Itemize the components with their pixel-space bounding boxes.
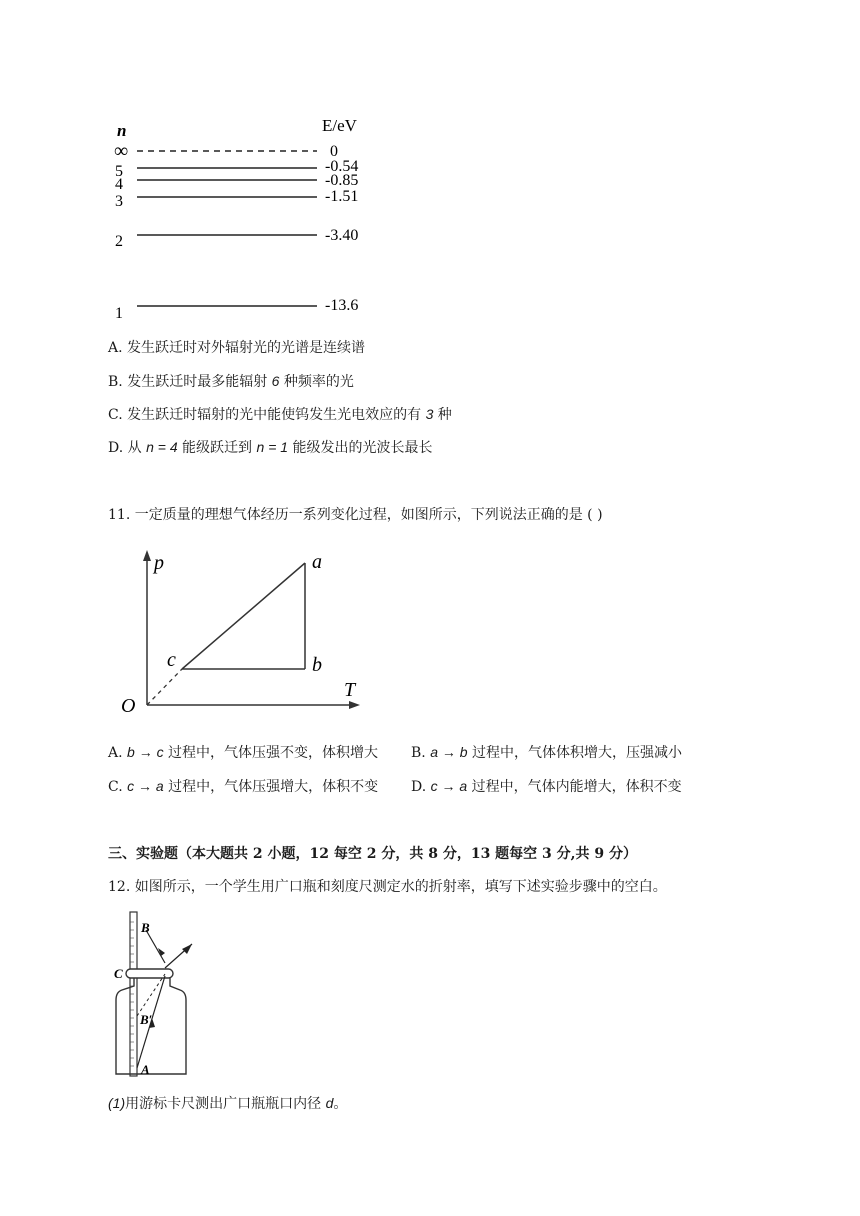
label-a: A — [141, 1062, 150, 1077]
q11-option-a-process: b → c — [127, 744, 164, 760]
level-n-3: 3 — [115, 193, 123, 210]
p-axis-arrow — [143, 550, 151, 561]
dashed-extension — [147, 669, 182, 705]
energy-level-diagram — [105, 112, 385, 324]
q10-option-b — [108, 372, 354, 391]
q12-stem: 12. 如图所示，一个学生用广口瓶和刻度尺测定水的折射率，填写下述实验步骤中的空白。 — [108, 879, 667, 895]
line-c-a — [182, 563, 305, 669]
q10-option-d-n4: n = 4 — [146, 439, 178, 455]
dashed-image-line — [137, 974, 165, 1016]
q12-step-1-variable: d — [325, 1095, 334, 1111]
bottle-mouth — [126, 969, 173, 978]
level-n-5: 5 — [115, 163, 123, 180]
ruler-ticks — [130, 922, 134, 1066]
level-n-1: 1 — [115, 305, 123, 322]
q11-option-d-letter: D. — [411, 779, 431, 795]
q11-pt-graph — [112, 545, 367, 720]
q11-option-c — [108, 777, 378, 796]
section-3-heading: 三、实验题（本大题共 2 小题，12 每空 2 分，共 8 分，13 题每空 3 分,共 9 分） — [108, 846, 638, 862]
p-axis-label: p — [154, 552, 164, 574]
t-axis-label: T — [344, 679, 356, 701]
q11-option-a-text: 过程中，气体压强不变，体积增大 — [163, 745, 379, 761]
q10-option-b-text: B. 发生跃迁时最多能辐射 — [108, 374, 272, 390]
level-e-infinity: 0 — [330, 143, 338, 160]
q10-option-c-number: 3 — [425, 406, 434, 422]
q11-option-d — [411, 777, 682, 796]
n-axis-label: n — [117, 121, 127, 140]
q10-option-a — [108, 339, 365, 357]
ray-out-arrow — [182, 944, 192, 954]
q10-option-b-suffix: 种频率的光 — [279, 374, 354, 390]
q12-step-1-text: 用游标卡尺测出广口瓶瓶口内径 — [125, 1096, 326, 1112]
q10-option-c — [108, 405, 452, 424]
energy-axis-label: E/eV — [322, 116, 357, 135]
q12-step-1-end: 。 — [333, 1096, 348, 1112]
point-c-label: c — [167, 649, 176, 671]
q12-step-1-number: (1) — [108, 1095, 126, 1111]
q10-option-a-text: A. 发生跃迁时对外辐射光的光谱是连续谱 — [108, 340, 366, 356]
q11-option-d-text: 过程中，气体内能增大，体积不变 — [467, 779, 682, 795]
q10-option-c-suffix: 种 — [433, 407, 452, 423]
point-a-label: a — [312, 551, 322, 573]
q11-option-c-text: 过程中，气体压强增大，体积不变 — [163, 779, 379, 795]
q11-option-a-letter: A. — [108, 745, 128, 761]
q11-option-b — [411, 743, 682, 762]
q11-stem: 11. 一定质量的理想气体经历一系列变化过程，如图所示，下列说法正确的是 ( ) — [108, 507, 603, 523]
level-e-3: -1.51 — [325, 188, 359, 205]
level-n-4: 4 — [115, 176, 123, 193]
q11-option-d-process: c → a — [430, 778, 468, 794]
level-n-infinity: ∞ — [114, 140, 129, 162]
q11-option-b-text: 过程中，气体体积增大，压强减小 — [467, 745, 683, 761]
q11-option-b-letter: B. — [411, 745, 431, 761]
label-b: B — [141, 920, 150, 935]
q10-option-d-suffix: 能级发出的光波长最长 — [288, 440, 433, 456]
q11-option-c-process: c → a — [127, 778, 164, 794]
level-e-4: -0.85 — [325, 172, 359, 189]
level-n-2: 2 — [115, 233, 123, 250]
label-c: C — [114, 966, 123, 981]
q11-option-a — [108, 743, 378, 762]
q10-option-d-mid: 能级跃迁到 — [177, 440, 257, 456]
q10-option-b-number: 6 — [271, 373, 280, 389]
origin-label: O — [121, 695, 136, 717]
q11-option-c-letter: C. — [108, 779, 128, 795]
q12-bottle-figure — [108, 908, 208, 1080]
q10-option-d-text: D. 从 — [108, 440, 147, 456]
q10-option-d — [108, 438, 433, 457]
q11-option-b-process: a → b — [430, 744, 468, 760]
label-b-prime: B′ — [140, 1012, 153, 1027]
t-axis-arrow — [349, 701, 360, 709]
level-e-2: -3.40 — [325, 227, 359, 244]
level-e-1: -13.6 — [325, 297, 359, 314]
point-b-label: b — [312, 654, 322, 676]
q10-option-c-text: C. 发生跃迁时辐射的光中能使钨发生光电效应的有 — [108, 407, 426, 423]
q12-step-1 — [108, 1094, 347, 1113]
q10-option-d-n1: n = 1 — [256, 439, 289, 455]
level-e-5: -0.54 — [325, 158, 359, 175]
